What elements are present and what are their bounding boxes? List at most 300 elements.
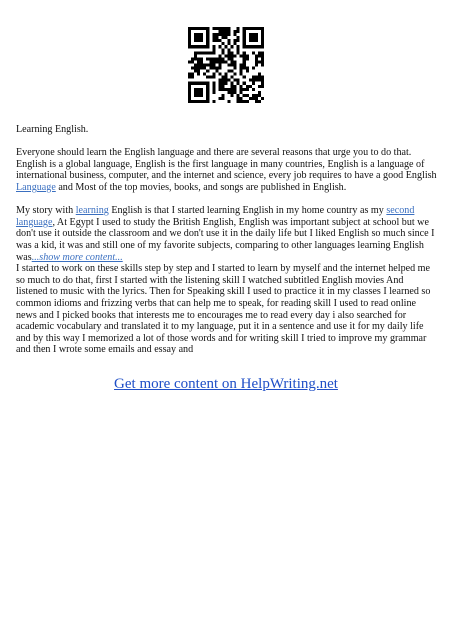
qr-module [249, 45, 252, 48]
qr-module [206, 94, 209, 97]
qr-module [191, 73, 194, 76]
qr-module [212, 51, 215, 54]
qr-module [261, 82, 264, 85]
qr-module [212, 91, 215, 94]
qr-module [252, 27, 255, 30]
qr-module [215, 33, 218, 36]
qr-module [224, 30, 227, 33]
qr-module [240, 54, 243, 57]
qr-module [191, 100, 194, 103]
qr-module [243, 33, 246, 36]
qr-module [221, 94, 224, 97]
qr-module [261, 79, 264, 82]
qr-module [231, 85, 234, 88]
qr-module [194, 70, 197, 73]
qr-module [200, 63, 203, 66]
qr-module [237, 45, 240, 48]
qr-module [246, 67, 249, 70]
qr-module [218, 88, 221, 91]
qr-module [231, 57, 234, 60]
qr-module [224, 36, 227, 39]
qr-module [228, 33, 231, 36]
second-language-link[interactable]: second language [16, 205, 415, 228]
qr-module [255, 45, 258, 48]
qr-module [215, 27, 218, 30]
qr-module [261, 60, 264, 63]
qr-module [212, 73, 215, 76]
qr-module [203, 73, 206, 76]
qr-module [243, 88, 246, 91]
qr-module [234, 30, 237, 33]
qr-module [212, 88, 215, 91]
qr-module [206, 42, 209, 45]
qr-module [212, 48, 215, 51]
qr-module [234, 73, 237, 76]
qr-module [200, 39, 203, 42]
qr-module [234, 91, 237, 94]
qr-module [243, 67, 246, 70]
qr-module [261, 54, 264, 57]
qr-module [258, 54, 261, 57]
qr-module [237, 97, 240, 100]
qr-module [237, 82, 240, 85]
qr-module [212, 100, 215, 103]
qr-module [197, 91, 200, 94]
qr-module [194, 91, 197, 94]
qr-module [197, 39, 200, 42]
qr-module [194, 36, 197, 39]
qr-module [243, 51, 246, 54]
qr-module [221, 79, 224, 82]
qr-module [249, 33, 252, 36]
qr-module [206, 82, 209, 85]
qr-module [212, 82, 215, 85]
qr-module [218, 73, 221, 76]
qr-module [197, 33, 200, 36]
qr-module [228, 100, 231, 103]
qr-module [252, 51, 255, 54]
qr-module [228, 27, 231, 30]
qr-module [212, 27, 215, 30]
qr-module [194, 33, 197, 36]
qr-module [194, 57, 197, 60]
qr-module [252, 79, 255, 82]
qr-module [234, 60, 237, 63]
qr-module [200, 67, 203, 70]
qr-module [197, 82, 200, 85]
qr-module [194, 54, 197, 57]
qr-module [218, 27, 221, 30]
qr-module [194, 45, 197, 48]
qr-module [212, 85, 215, 88]
qr-module [206, 57, 209, 60]
qr-module [243, 27, 246, 30]
qr-module [240, 91, 243, 94]
get-more-content-link[interactable]: Get more content on HelpWriting.net [114, 376, 338, 392]
qr-module [228, 48, 231, 51]
qr-module [200, 51, 203, 54]
qr-module [231, 54, 234, 57]
qr-module [194, 100, 197, 103]
qr-module [237, 27, 240, 30]
qr-module [203, 63, 206, 66]
qr-module [231, 63, 234, 66]
qr-module [206, 91, 209, 94]
qr-module [258, 60, 261, 63]
qr-module [243, 30, 246, 33]
qr-module [252, 33, 255, 36]
qr-module [249, 36, 252, 39]
qr-module [224, 45, 227, 48]
qr-module [197, 73, 200, 76]
qr-module [228, 39, 231, 42]
qr-module [212, 76, 215, 79]
qr-module [221, 27, 224, 30]
qr-module [200, 82, 203, 85]
qr-module [231, 51, 234, 54]
qr-module [221, 33, 224, 36]
qr-module [209, 63, 212, 66]
qr-module [194, 39, 197, 42]
qr-module [206, 85, 209, 88]
qr-module [209, 76, 212, 79]
qr-module [252, 36, 255, 39]
qr-module [218, 85, 221, 88]
paragraph-3: I started to work on these skills step by step and I started to learn by myself and the internet helped me so much to do that, first I started with the listening skill I watched subtitled English movies And listened to music with the lyrics. Then for Speaking skill I used to practice it in my classes I learned so common idioms and frizzing verbs that can help me to speak, for reading skill I used to read online news and I picked books that interests me to encourages me to read every day i also searched for academic vocabulary and translated it to my language, put it in a sentence and use it for my daily life and by this way I memorized a lot of those words and for writing skill I tried to improve my grammar and then I wrote some emails and essay and [16, 263, 431, 356]
qr-module [218, 33, 221, 36]
qr-module [218, 54, 221, 57]
qr-module [215, 39, 218, 42]
qr-module [209, 60, 212, 63]
paragraph-1 [16, 147, 437, 193]
qr-module [258, 94, 261, 97]
qr-module [203, 100, 206, 103]
qr-module [203, 82, 206, 85]
qr-module [249, 97, 252, 100]
qr-module [206, 76, 209, 79]
qr-module [215, 36, 218, 39]
qr-module [231, 70, 234, 73]
show-more-link[interactable]: ...show more content... [31, 251, 123, 263]
qr-module [221, 85, 224, 88]
qr-module [197, 67, 200, 70]
qr-module [246, 70, 249, 73]
qr-module [212, 39, 215, 42]
qr-module [237, 30, 240, 33]
document-body [16, 124, 437, 356]
qr-module [228, 91, 231, 94]
qr-module [228, 88, 231, 91]
qr-module [212, 33, 215, 36]
qr-module [212, 36, 215, 39]
qr-module [197, 94, 200, 97]
learning-link[interactable]: learning [75, 205, 109, 217]
qr-module [215, 67, 218, 70]
qr-module [261, 85, 264, 88]
qr-module [261, 27, 264, 30]
qr-module [228, 63, 231, 66]
qr-code-image [188, 27, 264, 103]
qr-module [197, 70, 200, 73]
qr-module [255, 79, 258, 82]
qr-module [221, 57, 224, 60]
qr-module [255, 94, 258, 97]
qr-module [206, 51, 209, 54]
qr-module [252, 88, 255, 91]
qr-module [258, 100, 261, 103]
qr-module [188, 45, 191, 48]
qr-module [188, 27, 191, 30]
qr-module [255, 54, 258, 57]
qr-module [188, 73, 191, 76]
qr-module [212, 45, 215, 48]
qr-module [240, 88, 243, 91]
qr-module [194, 82, 197, 85]
qr-module [224, 60, 227, 63]
qr-module [252, 82, 255, 85]
qr-module [200, 27, 203, 30]
qr-module [218, 63, 221, 66]
qr-module [215, 57, 218, 60]
qr-module [191, 67, 194, 70]
qr-module [218, 82, 221, 85]
qr-module [243, 42, 246, 45]
qr-module [234, 42, 237, 45]
qr-module [200, 88, 203, 91]
qr-module [234, 88, 237, 91]
qr-module [255, 36, 258, 39]
qr-module [261, 33, 264, 36]
qr-module [237, 100, 240, 103]
qr-module [258, 45, 261, 48]
qr-module [188, 39, 191, 42]
qr-module [203, 51, 206, 54]
qr-module [261, 39, 264, 42]
qr-module [261, 36, 264, 39]
qr-module [258, 91, 261, 94]
qr-module [258, 27, 261, 30]
language-link[interactable]: Language [16, 181, 56, 193]
qr-module [221, 82, 224, 85]
qr-module [249, 79, 252, 82]
qr-module [224, 82, 227, 85]
qr-module [197, 63, 200, 66]
qr-module [224, 73, 227, 76]
qr-module [197, 45, 200, 48]
qr-module [231, 82, 234, 85]
qr-module [234, 67, 237, 70]
qr-module [246, 85, 249, 88]
qr-module [203, 67, 206, 70]
qr-module [206, 45, 209, 48]
qr-module [258, 51, 261, 54]
qr-module [221, 76, 224, 79]
qr-module [234, 33, 237, 36]
qr-module [261, 51, 264, 54]
qr-module [215, 70, 218, 73]
qr-module [252, 76, 255, 79]
qr-module [206, 27, 209, 30]
paragraph-1-text: Everyone should learn the English language and there are several reasons that urge you to do that. English is a global language, English is the first language in many countries, English is a language of international business, computer, and the internet and science, every job requires to have a good English [16, 147, 437, 182]
qr-module [237, 51, 240, 54]
qr-module [255, 60, 258, 63]
qr-module [194, 67, 197, 70]
qr-module [240, 63, 243, 66]
qr-module [218, 39, 221, 42]
paragraph-1-end: and Most of the top movies, books, and songs are published in English. [55, 181, 347, 193]
qr-module [261, 63, 264, 66]
qr-module [221, 51, 224, 54]
qr-module [243, 82, 246, 85]
qr-module [197, 88, 200, 91]
qr-module [209, 51, 212, 54]
qr-module [224, 33, 227, 36]
qr-module [246, 100, 249, 103]
qr-module [203, 27, 206, 30]
qr-module [261, 45, 264, 48]
qr-module [224, 88, 227, 91]
qr-module [261, 42, 264, 45]
qr-module [228, 54, 231, 57]
qr-module [188, 42, 191, 45]
qr-module [246, 54, 249, 57]
qr-module [252, 94, 255, 97]
qr-module [255, 33, 258, 36]
qr-module [234, 39, 237, 42]
qr-module [209, 67, 212, 70]
paragraph-2-text-c: , At Egypt I used to study the British English, English was important subject at school but we don't use it outside the classroom and we don't use it in the daily life but I liked English so much since I was a kid, it was and still one of my favorite subjects, comparing to other languages learning English was [16, 216, 435, 263]
qr-module [224, 54, 227, 57]
qr-module [255, 63, 258, 66]
qr-module [240, 73, 243, 76]
qr-module [255, 39, 258, 42]
qr-module [258, 85, 261, 88]
qr-module [258, 76, 261, 79]
qr-module [252, 97, 255, 100]
qr-module [243, 57, 246, 60]
qr-module [243, 76, 246, 79]
qr-module [218, 67, 221, 70]
qr-module [212, 57, 215, 60]
qr-module [200, 33, 203, 36]
qr-module [228, 70, 231, 73]
qr-module [194, 88, 197, 91]
qr-module [240, 67, 243, 70]
qr-module [234, 79, 237, 82]
qr-module [243, 60, 246, 63]
qr-module [218, 60, 221, 63]
qr-module [194, 27, 197, 30]
qr-module [261, 57, 264, 60]
paragraph-2 [16, 205, 437, 263]
qr-module [228, 42, 231, 45]
qr-module [221, 97, 224, 100]
qr-module [221, 30, 224, 33]
qr-module [212, 60, 215, 63]
qr-module [224, 79, 227, 82]
qr-module [231, 76, 234, 79]
qr-module [240, 85, 243, 88]
qr-module [240, 97, 243, 100]
qr-module [221, 42, 224, 45]
qr-module [197, 51, 200, 54]
qr-module [243, 63, 246, 66]
qr-module [215, 60, 218, 63]
qr-module [252, 67, 255, 70]
qr-module [243, 45, 246, 48]
qr-module [188, 36, 191, 39]
qr-module [200, 36, 203, 39]
qr-module [200, 45, 203, 48]
qr-module [200, 94, 203, 97]
qr-module [200, 100, 203, 103]
qr-module [228, 57, 231, 60]
qr-module [231, 45, 234, 48]
qr-module [206, 70, 209, 73]
qr-module [218, 57, 221, 60]
qr-module [221, 36, 224, 39]
qr-module [234, 85, 237, 88]
qr-module [200, 60, 203, 63]
qr-module [209, 57, 212, 60]
qr-module [212, 67, 215, 70]
qr-module [188, 85, 191, 88]
qr-module [191, 60, 194, 63]
qr-module [261, 30, 264, 33]
qr-module [255, 76, 258, 79]
qr-module [246, 88, 249, 91]
qr-module [188, 30, 191, 33]
qr-module [188, 33, 191, 36]
qr-module [197, 27, 200, 30]
qr-module [194, 94, 197, 97]
qr-module [206, 97, 209, 100]
qr-module [261, 76, 264, 79]
qr-module [255, 100, 258, 103]
qr-module [243, 39, 246, 42]
qr-module [203, 45, 206, 48]
qr-module [188, 82, 191, 85]
qr-module [224, 76, 227, 79]
qr-module [240, 100, 243, 103]
qr-module [221, 88, 224, 91]
qr-module [197, 57, 200, 60]
qr-module [237, 94, 240, 97]
qr-module [231, 60, 234, 63]
qr-module [231, 88, 234, 91]
qr-module [255, 57, 258, 60]
cta-container [0, 375, 452, 393]
qr-module [221, 60, 224, 63]
qr-module [218, 30, 221, 33]
qr-module [188, 60, 191, 63]
qr-module [243, 94, 246, 97]
qr-module [200, 91, 203, 94]
qr-module [237, 36, 240, 39]
qr-module [197, 100, 200, 103]
qr-module [218, 97, 221, 100]
qr-module [249, 85, 252, 88]
qr-module [197, 60, 200, 63]
qr-module [252, 39, 255, 42]
qr-module [221, 48, 224, 51]
qr-module [191, 57, 194, 60]
qr-module [206, 30, 209, 33]
paragraph-2-text-b: English is that I started learning English in my home country as my [108, 205, 387, 217]
qr-module [228, 79, 231, 82]
qr-module [218, 45, 221, 48]
qr-module [255, 27, 258, 30]
